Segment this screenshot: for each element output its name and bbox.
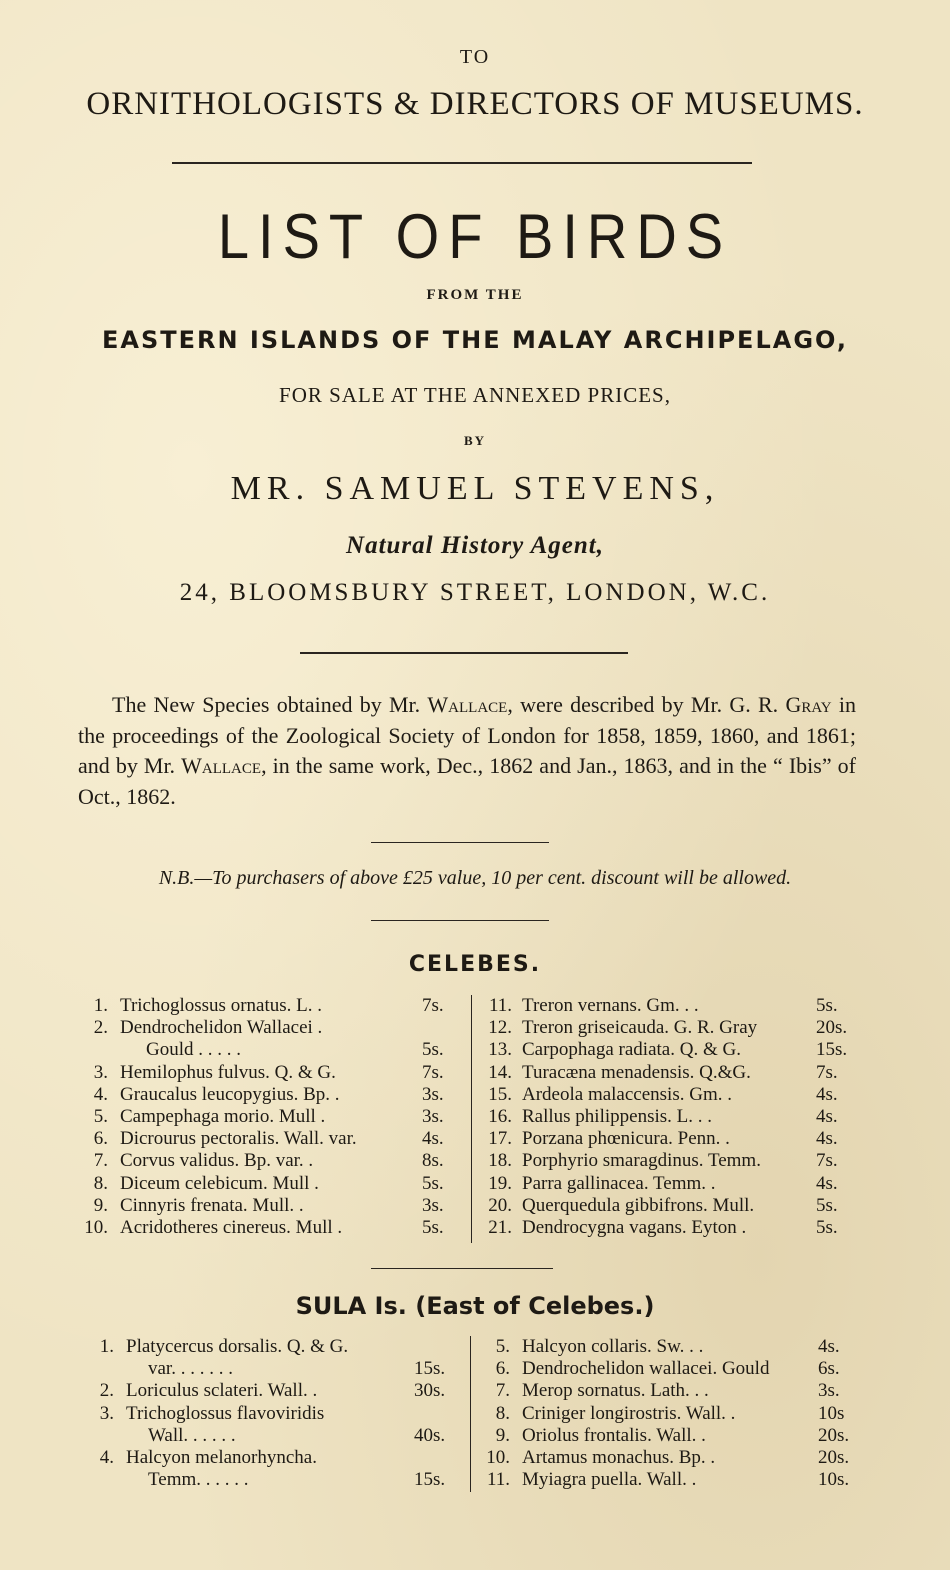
list-item xyxy=(478,1336,862,1358)
price: 4s. xyxy=(422,1128,444,1150)
item-number: 7. xyxy=(93,1150,108,1172)
item-number: 10. xyxy=(486,1446,510,1468)
list-item xyxy=(478,1039,858,1061)
list-item xyxy=(478,1447,862,1469)
item-number: 9. xyxy=(93,1194,108,1216)
list-item xyxy=(88,1403,466,1425)
species-name: Corvus validus. Bp. var. . xyxy=(120,1150,314,1172)
list-item xyxy=(78,1217,470,1239)
species-name: Criniger longirostris. Wall. . xyxy=(522,1402,736,1424)
author-name: Wallace xyxy=(427,692,508,717)
item-number: 5. xyxy=(495,1336,510,1357)
list-item xyxy=(88,1447,466,1469)
list-item xyxy=(78,1084,470,1106)
section-heading-celebes: CELEBES. xyxy=(408,952,542,977)
species-name: Turacæna menadensis. Q.&G. xyxy=(522,1061,751,1083)
item-number: 1. xyxy=(99,1336,114,1357)
author-name: Gray xyxy=(785,692,832,717)
species-name: Trichoglossus flavoviridis xyxy=(126,1402,325,1424)
item-number: 20. xyxy=(488,1194,512,1216)
item-number: 12. xyxy=(488,1017,512,1039)
price: 30s. xyxy=(414,1380,446,1402)
addressee-heading: ORNITHOLOGISTS & DIRECTORS OF MUSEUMS. xyxy=(86,86,864,122)
species-name: Dendrocygna vagans. Eyton . xyxy=(522,1216,747,1238)
item-number: 6. xyxy=(93,1128,108,1150)
species-name: Acridotheres cinereus. Mull . xyxy=(120,1216,343,1238)
item-number: 19. xyxy=(488,1172,512,1194)
item-number: 11. xyxy=(488,995,512,1016)
species-name: Carpophaga radiata. Q. & G. xyxy=(522,1039,741,1061)
list-item xyxy=(78,1106,470,1128)
price: 10s. xyxy=(818,1469,850,1491)
price: 3s. xyxy=(422,1194,444,1216)
list-item xyxy=(78,995,470,1017)
species-name: Treron vernans. Gm. . . xyxy=(522,995,699,1016)
list-item xyxy=(88,1425,466,1447)
price: 5s. xyxy=(816,1216,838,1238)
item-number: 14. xyxy=(488,1061,512,1083)
list-item xyxy=(78,1128,470,1150)
item-number: 3. xyxy=(99,1402,114,1424)
species-name: Porzana phœnicura. Penn. . xyxy=(522,1128,730,1150)
species-name: Ardeola malaccensis. Gm. . xyxy=(522,1083,732,1105)
list-item xyxy=(478,1062,858,1084)
species-name: Dendrochelidon Wallacei . xyxy=(120,1017,323,1039)
item-number: 21. xyxy=(488,1216,512,1238)
price: 7s. xyxy=(816,1061,838,1083)
species-name: Halcyon melanorhyncha. xyxy=(126,1446,317,1468)
list-item xyxy=(78,1150,470,1172)
price: 4s. xyxy=(816,1083,838,1105)
species-name: Loriculus sclateri. Wall. . xyxy=(126,1380,318,1402)
item-number: 1. xyxy=(93,995,108,1016)
price: 7s. xyxy=(816,1150,838,1172)
list-item xyxy=(478,1358,862,1380)
list-item xyxy=(478,1425,862,1447)
price: 3s. xyxy=(422,1083,444,1105)
list-item xyxy=(478,995,858,1017)
list-item xyxy=(78,1039,470,1061)
species-name: Dicrourus pectoralis. Wall. var. xyxy=(120,1128,357,1150)
species-name: Myiagra puella. Wall. . xyxy=(522,1469,697,1491)
seller-name: MR. SAMUEL STEVENS, xyxy=(230,470,720,507)
by-label: BY xyxy=(463,433,487,448)
heading-to: TO xyxy=(459,46,491,68)
list-item xyxy=(478,1403,862,1425)
price: 7s. xyxy=(422,995,444,1016)
discount-note: N.B.—To purchasers of above £25 value, 10 per cent. discount will be allowed. xyxy=(158,867,792,889)
list-item xyxy=(478,1128,858,1150)
price: 6s. xyxy=(818,1358,840,1380)
item-number: 15. xyxy=(488,1083,512,1105)
price: 20s. xyxy=(818,1446,850,1468)
item-number: 9. xyxy=(495,1424,510,1446)
species-name: Dendrochelidon wallacei. Gould xyxy=(522,1358,770,1380)
species-name: Parra gallinacea. Temm. . xyxy=(522,1172,716,1194)
item-number: 17. xyxy=(488,1128,512,1150)
price: 15s. xyxy=(414,1358,446,1380)
species-name: Diceum celebicum. Mull . xyxy=(120,1172,319,1194)
item-number: 5. xyxy=(93,1105,108,1127)
price: 4s. xyxy=(816,1172,838,1194)
item-number: 4. xyxy=(93,1083,108,1105)
price: 10s xyxy=(818,1402,845,1424)
species-name: Campephaga morio. Mull . xyxy=(120,1105,326,1127)
intro-text: The New Species obtained by Mr. xyxy=(112,692,428,717)
price: 5s. xyxy=(422,1216,444,1238)
seller-address: 24, BLOOMSBURY STREET, LONDON, W.C. xyxy=(179,579,771,606)
intro-text: in the proceedings of the Zoological Society of London for 1858, 1859, 1860, and 1861; and by Mr. xyxy=(78,692,856,778)
species-name: Querquedula gibbifrons. Mull. xyxy=(522,1194,755,1216)
species-name: Cinnyris frenata. Mull. . xyxy=(120,1194,304,1216)
list-item xyxy=(88,1336,466,1358)
species-name: Wall. . . . . . xyxy=(148,1424,236,1446)
price: 5s. xyxy=(422,1039,444,1061)
list-item xyxy=(88,1380,466,1402)
price: 15s. xyxy=(816,1039,848,1061)
intro-paragraph xyxy=(78,690,856,812)
item-number: 2. xyxy=(99,1380,114,1402)
item-number: 13. xyxy=(488,1039,512,1061)
price: 5s. xyxy=(816,995,838,1016)
divider-rule xyxy=(371,920,549,921)
column-separator xyxy=(471,995,472,1243)
item-number: 18. xyxy=(488,1150,512,1172)
species-name: Halcyon collaris. Sw. . . xyxy=(522,1336,704,1357)
price: 7s. xyxy=(422,1061,444,1083)
list-item xyxy=(478,1084,858,1106)
species-name: Graucalus leucopygius. Bp. . xyxy=(120,1083,340,1105)
page-title: LIST OF BIRDS xyxy=(217,201,733,272)
species-name: Gould . . . . . xyxy=(146,1039,241,1061)
author-name: Wallace xyxy=(181,753,262,778)
divider-rule xyxy=(172,162,752,164)
list-item xyxy=(478,1150,858,1172)
list-item xyxy=(478,1173,858,1195)
section-heading-sula: SULA Is. (East of Celebes.) xyxy=(295,1292,655,1320)
item-number: 16. xyxy=(488,1105,512,1127)
region-heading: EASTERN ISLANDS OF THE MALAY ARCHIPELAGO, xyxy=(101,326,849,354)
for-sale-line: FOR SALE AT THE ANNEXED PRICES, xyxy=(279,383,671,407)
species-name: Platycercus dorsalis. Q. & G. xyxy=(126,1336,349,1357)
species-name: Artamus monachus. Bp. . xyxy=(522,1446,716,1468)
price: 4s. xyxy=(816,1128,838,1150)
species-name: var. . . . . . . xyxy=(148,1358,233,1380)
list-item xyxy=(78,1017,470,1039)
item-number: 6. xyxy=(495,1358,510,1380)
divider-rule xyxy=(300,652,628,654)
list-item xyxy=(88,1469,466,1491)
celebes-right-list xyxy=(478,995,858,1239)
price: 5s. xyxy=(422,1172,444,1194)
price: 3s. xyxy=(422,1105,444,1127)
list-item xyxy=(78,1173,470,1195)
list-item xyxy=(478,1380,862,1402)
species-name: Treron griseicauda. G. R. Gray xyxy=(522,1017,758,1039)
species-name: Hemilophus fulvus. Q. & G. xyxy=(120,1061,336,1083)
species-name: Merop sornatus. Lath. . . xyxy=(522,1380,709,1402)
item-number: 2. xyxy=(93,1017,108,1039)
price: 3s. xyxy=(818,1380,840,1402)
divider-rule xyxy=(371,842,549,843)
sula-left-list xyxy=(88,1336,466,1491)
price: 15s. xyxy=(414,1469,446,1491)
intro-text: , in the same work, Dec., 1862 and Jan., 1863, and in the “ Ibis” of Oct., 1862. xyxy=(78,753,856,809)
list-item xyxy=(478,1017,858,1039)
price: 20s. xyxy=(816,1017,848,1039)
price: 4s. xyxy=(818,1336,840,1357)
column-separator xyxy=(470,1336,471,1492)
species-name: Rallus philippensis. L. . . xyxy=(522,1105,712,1127)
price: 20s. xyxy=(818,1424,850,1446)
item-number: 10. xyxy=(84,1216,108,1238)
list-item xyxy=(478,1217,858,1239)
list-item xyxy=(78,1195,470,1217)
price: 5s. xyxy=(816,1194,838,1216)
species-name: Trichoglossus ornatus. L. . xyxy=(120,995,322,1016)
list-item xyxy=(478,1195,858,1217)
from-the-label: FROM THE xyxy=(426,287,524,303)
item-number: 11. xyxy=(486,1469,510,1491)
price: 40s. xyxy=(414,1424,446,1446)
list-item xyxy=(78,1062,470,1084)
species-name: Temm. . . . . . xyxy=(148,1469,249,1491)
price: 8s. xyxy=(422,1150,444,1172)
list-item xyxy=(478,1106,858,1128)
item-number: 4. xyxy=(99,1446,114,1468)
item-number: 7. xyxy=(495,1380,510,1402)
item-number: 8. xyxy=(93,1172,108,1194)
list-item xyxy=(88,1358,466,1380)
divider-rule xyxy=(371,1268,553,1269)
species-name: Oriolus frontalis. Wall. . xyxy=(522,1424,706,1446)
price: 4s. xyxy=(816,1105,838,1127)
item-number: 3. xyxy=(93,1061,108,1083)
list-item xyxy=(478,1469,862,1491)
celebes-left-list xyxy=(78,995,470,1239)
species-name: Porphyrio smaragdinus. Temm. xyxy=(522,1150,761,1172)
agent-title: Natural History Agent, xyxy=(346,532,604,559)
item-number: 8. xyxy=(495,1402,510,1424)
sula-right-list xyxy=(478,1336,862,1491)
intro-text: , were described by Mr. G. R. xyxy=(507,692,786,717)
